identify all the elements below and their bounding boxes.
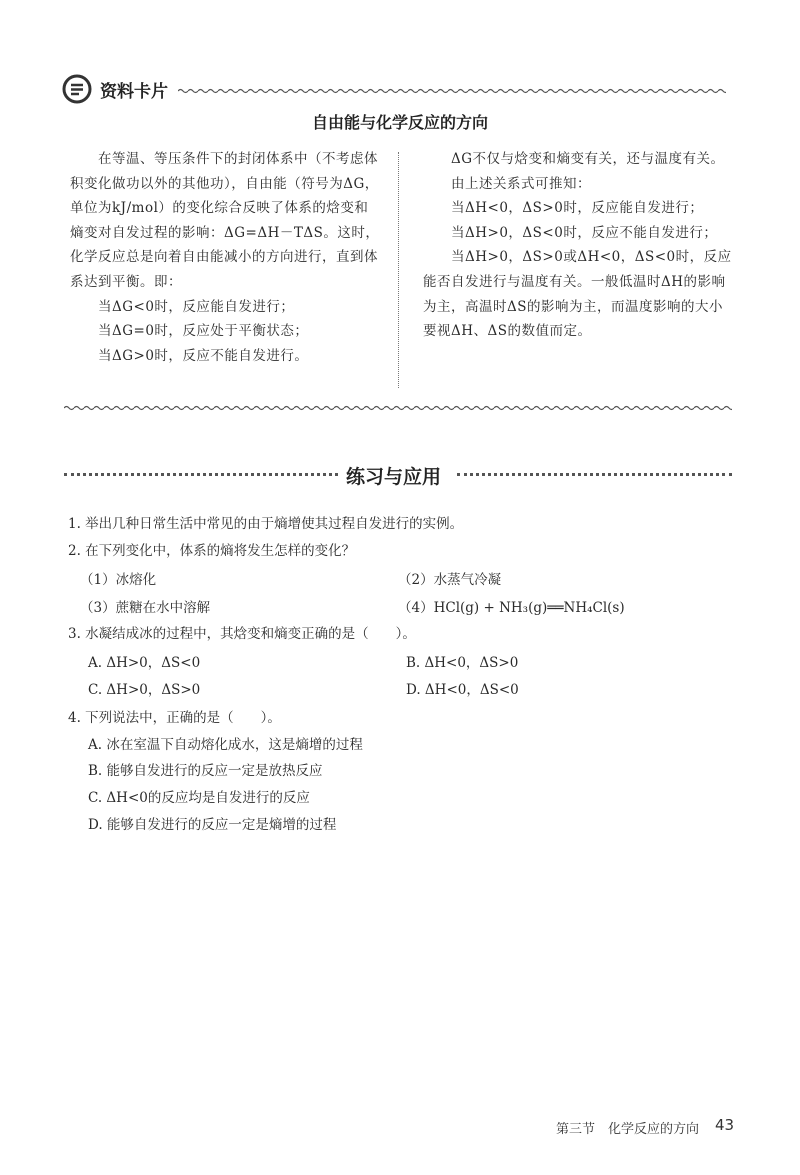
q2-option: （4）HCl(g) + NH₃(g)══NH₄Cl(s) [398, 600, 625, 616]
q3-option: D. ΔH<0，ΔS<0 [406, 682, 519, 698]
header-wavy-rule [178, 87, 726, 95]
q3-option: A. ΔH>0，ΔS<0 [88, 655, 201, 671]
q3-option: B. ΔH<0，ΔS>0 [406, 655, 519, 671]
card-left-line: 当ΔG>0时，反应不能自发进行。 [98, 347, 309, 364]
q2-option: （2）水蒸气冷凝 [398, 572, 502, 588]
question-2: 2. 在下列变化中，体系的熵将发生怎样的变化？ [68, 543, 356, 559]
q2-option: （1）冰熔化 [80, 572, 157, 588]
q4-option: A. 冰在室温下自动熔化成水，这是熵增的过程 [88, 737, 363, 753]
card-bottom-wavy-rule [64, 404, 732, 412]
info-card-header [62, 74, 168, 104]
card-right-column [423, 147, 735, 344]
card-title: 自由能与化学反应的方向 [311, 113, 488, 132]
section-dotted-rule-left [64, 473, 338, 476]
q4-option: C. ΔH<0的反应均是自发进行的反应 [88, 790, 310, 806]
card-left-column [70, 147, 382, 368]
card-left-line: 当ΔG<0时，反应能自发进行； [98, 298, 295, 315]
question-3: 3. 水凝结成冰的过程中，其焓变和熵变正确的是（ ）。 [68, 626, 416, 642]
info-card-label: 资料卡片 [100, 81, 168, 102]
footer-section-title: 第三节 化学反应的方向 [556, 1122, 700, 1137]
document-card-icon [62, 74, 92, 104]
card-left-paragraph: 在等温、等压条件下的封闭体系中（不考虑体积变化做功以外的其他功），自由能（符号为ΔG，单位为kJ/mol）的变化综合反映了体系的焓变和熵变对自发过程的影响：ΔG=ΔH－TΔS。这时，化学反应总是向着自由能减小的方向进行，直到体系达到平衡。即： [70, 151, 380, 290]
card-right-paragraph: 当ΔH>0，ΔS>0或ΔH<0，ΔS<0时，反应能否自发进行与温度有关。一般低温时ΔH的影响为主，高温时ΔS的影响为主，而温度影响的大小要视ΔH、ΔS的数值而定。 [423, 249, 732, 340]
section-dotted-rule-right [457, 473, 732, 476]
question-4: 4. 下列说法中，正确的是（ ）。 [68, 710, 281, 726]
question-1: 1. 举出几种日常生活中常见的由于熵增使其过程自发进行的实例。 [68, 516, 464, 532]
q2-option: （3）蔗糖在水中溶解 [80, 600, 211, 616]
q3-option: C. ΔH>0，ΔS>0 [88, 682, 201, 698]
card-right-line: 当ΔH<0，ΔS>0时，反应能自发进行； [451, 200, 704, 217]
card-right-line: 当ΔH>0，ΔS<0时，反应不能自发进行； [451, 224, 718, 241]
page-number: 43 [715, 1116, 735, 1134]
q4-option: B. 能够自发进行的反应一定是放热反应 [88, 763, 323, 779]
q4-option: D. 能够自发进行的反应一定是熵增的过程 [88, 817, 337, 833]
card-left-line: 当ΔG=0时，反应处于平衡状态； [98, 323, 309, 340]
column-divider [398, 152, 399, 388]
card-right-line: 由上述关系式可推知： [451, 175, 591, 192]
section-title: 练习与应用 [346, 466, 442, 488]
card-right-paragraph: ΔG不仅与焓变和熵变有关，还与温度有关。 [451, 151, 725, 167]
